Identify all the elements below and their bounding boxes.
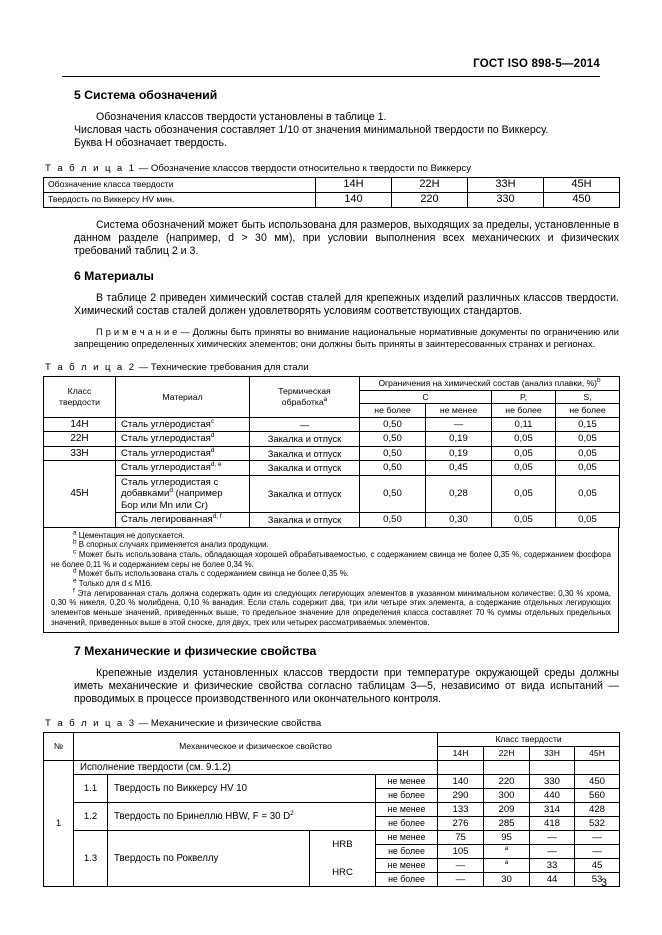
t3-r13-hrc-min-22h xyxy=(484,859,530,873)
t3-r13-scale-hrc: HRC xyxy=(310,859,376,887)
t2-r0-c-max: 0,50 xyxy=(360,417,426,432)
t3-r13-hrc-min-45h: 45 xyxy=(575,859,620,873)
t2-r0-material-sup: c xyxy=(210,417,215,425)
t2-head-chem-sup: b xyxy=(597,377,601,385)
table-2-caption xyxy=(43,362,619,373)
t3-r13-hrb-max-14h: 105 xyxy=(438,845,484,859)
table-3-caption-text: — Механические и физические свойства xyxy=(138,718,322,730)
t2-r5-p-max: 0,05 xyxy=(492,513,556,528)
t2-head-elem-p: P, xyxy=(492,390,556,404)
t2-r3-heat: Закалка и отпуск xyxy=(250,461,360,476)
footnote-b-text: В спорных случаях применяется анализ продукции. xyxy=(78,540,269,550)
t2-r1-heat: Закалка и отпуск xyxy=(250,432,360,447)
footnote-f-mark: f xyxy=(73,587,75,595)
t3-r13-hrc-limit-max: не более xyxy=(376,873,438,887)
footnote-e xyxy=(51,579,611,589)
t3-r13-hrb-max-33h: — xyxy=(530,845,575,859)
t3-group-blank-33h xyxy=(530,761,575,775)
section-7-heading: 7 Механические и физические свойства xyxy=(74,643,317,658)
t2-r0-s-max: 0,15 xyxy=(556,417,620,432)
t3-head-class-group: Класс твердости xyxy=(438,733,620,747)
t2-r0-heat: — xyxy=(250,417,360,432)
t2-r2-c-max: 0,50 xyxy=(360,446,426,461)
t2-r4-material-sup: d xyxy=(169,486,173,494)
table-3 xyxy=(43,732,620,887)
t2-head-class-l1: Класс xyxy=(67,386,92,397)
t2-r3-s-max: 0,05 xyxy=(556,461,620,476)
table-row xyxy=(44,177,620,192)
table-row xyxy=(44,803,620,817)
t3-head-property: Механическое и физическое свойство xyxy=(74,733,438,761)
t2-r5-material-text: Сталь легированная xyxy=(121,514,213,526)
t3-r11-min-33h: 330 xyxy=(530,775,575,789)
t3-r11-min-45h: 450 xyxy=(575,775,620,789)
t2-r4-p-max: 0,05 xyxy=(492,475,556,513)
t3-group-blank-14h xyxy=(438,761,484,775)
t3-r12-property xyxy=(108,803,376,831)
t2-r1-c-min: 0,19 xyxy=(426,432,492,447)
t2-head-heat xyxy=(250,377,360,418)
t1-r1-c1: 220 xyxy=(392,192,468,207)
t2-head-p-max: не более xyxy=(492,404,556,418)
table-row xyxy=(44,775,620,789)
t3-r12-limit-min: не менее xyxy=(376,803,438,817)
table-1-caption xyxy=(43,163,619,174)
t2-r4-c-max: 0,50 xyxy=(360,475,426,513)
t2-r2-material xyxy=(116,446,250,461)
footnote-a-mark: a xyxy=(73,528,77,536)
t3-r11-index: 1.1 xyxy=(74,775,108,803)
t3-group-blank-22h xyxy=(484,761,530,775)
t2-r1-material xyxy=(116,432,250,447)
t2-r3-class: 45H xyxy=(44,461,116,528)
t3-r11-limit-max: не более xyxy=(376,789,438,803)
t1-r0-c2: 33H xyxy=(468,177,544,192)
t2-r0-class: 14H xyxy=(44,417,116,432)
t2-head-heat-l1: Термическая xyxy=(278,386,331,397)
t3-r11-property: Твердость по Виккерсу HV 10 xyxy=(108,775,376,803)
t2-head-c-max: не более xyxy=(360,404,426,418)
t2-r0-p-max: 0,11 xyxy=(492,417,556,432)
t2-r5-c-min: 0,30 xyxy=(426,513,492,528)
t2-r1-material-text: Сталь углеродистая xyxy=(121,433,211,445)
t3-r13-hrc-max-45h: 53 xyxy=(575,873,620,887)
section-7-paragraph-1: Крепежные изделия установленных классов твердости при температуре окружающей среды должны иметь механические и физические свойства согласно таблицам 3—5, независимо от вида испытаний — проводимых в процессе производственного или окончательного контроля. xyxy=(74,666,619,705)
table-row xyxy=(44,831,620,845)
t3-r12-min-45h: 428 xyxy=(575,803,620,817)
table-row xyxy=(44,446,620,461)
table-row xyxy=(44,761,620,775)
t3-r13-hrb-min-45h: — xyxy=(575,831,620,845)
table-row xyxy=(44,192,620,207)
t1-r0-c0: 14H xyxy=(316,177,392,192)
note-label: П р и м е ч а н и е xyxy=(96,326,178,337)
t3-r11-max-22h: 300 xyxy=(484,789,530,803)
t2-r0-c-min: — xyxy=(426,417,492,432)
t3-group-title: Исполнение твердости (см. 9.1.2) xyxy=(74,761,438,775)
t3-r11-max-33h: 440 xyxy=(530,789,575,803)
t1-r1-c3: 450 xyxy=(544,192,620,207)
t1-r1-c0: 140 xyxy=(316,192,392,207)
t2-r4-material-l1: Сталь углеродистая с xyxy=(121,476,219,488)
t1-r1-c2: 330 xyxy=(468,192,544,207)
t2-r3-p-max: 0,05 xyxy=(492,461,556,476)
t3-r13-hrb-limit-max: не более xyxy=(376,845,438,859)
t2-head-chem-group xyxy=(360,377,620,391)
t3-r11-max-45h: 560 xyxy=(575,789,620,803)
t3-r13-index: 1.3 xyxy=(74,831,108,887)
t3-r12-index: 1.2 xyxy=(74,803,108,831)
t3-r13-hrc-limit-min: не менее xyxy=(376,859,438,873)
footnote-c-text: Может быть использована сталь, обладающая хорошей обрабатываемостью, с содержанием свинца не более 0,35 %, содержанием фосфора не более 0,11 % и содержанием серы не более 0,34 %. xyxy=(51,549,611,569)
t2-r5-material-sup: d, f xyxy=(212,512,222,520)
t3-r11-limit-min: не менее xyxy=(376,775,438,789)
t1-r0-label: Обозначение класса твердости xyxy=(44,177,316,192)
table-2-caption-label: Т а б л и ц а 2 xyxy=(45,362,136,374)
table-row xyxy=(44,513,620,528)
t2-r4-material xyxy=(116,475,250,513)
footnote-a xyxy=(51,528,611,541)
t3-r11-min-14h: 140 xyxy=(438,775,484,789)
footnote-f xyxy=(51,589,611,628)
t2-r1-c-max: 0,50 xyxy=(360,432,426,447)
t3-group-index: 1 xyxy=(44,761,74,887)
footnote-e-text: Только для d ≤ M16. xyxy=(78,579,153,589)
t2-r3-material-text: Сталь углеродистая xyxy=(121,462,211,474)
footnote-e-mark: e xyxy=(73,577,77,585)
t2-r1-class: 22H xyxy=(44,432,116,447)
footnote-b-mark: b xyxy=(73,538,77,546)
table-2-footnotes xyxy=(43,528,619,633)
table-3-caption xyxy=(43,718,619,729)
t2-r4-material-l3: Бор или Mn или Cr) xyxy=(121,499,208,511)
t2-head-chem-label: Ограничения на химический состав (анализ плавки, %) xyxy=(378,378,598,389)
footnote-d xyxy=(51,569,611,579)
t2-r1-material-sup: d xyxy=(210,431,215,439)
table-3-caption-label: Т а б л и ц а 3 xyxy=(45,718,136,730)
table-1 xyxy=(43,177,620,208)
t3-r12-min-14h: 133 xyxy=(438,803,484,817)
t3-r12-max-45h: 532 xyxy=(575,817,620,831)
section-5-heading: 5 Система обозначений xyxy=(74,88,218,102)
document-header: ГОСТ ISO 898-5—2014 xyxy=(473,58,600,70)
t2-r2-heat: Закалка и отпуск xyxy=(250,446,360,461)
footnote-c xyxy=(51,550,611,569)
t2-r1-p-max: 0,05 xyxy=(492,432,556,447)
footnote-a-text: Цементация не допускается. xyxy=(78,530,185,540)
t3-r13-hrb-max-22h xyxy=(484,845,530,859)
t2-r4-c-min: 0,28 xyxy=(426,475,492,513)
t3-r13-hrb-min-33h: — xyxy=(530,831,575,845)
t3-r12-min-22h: 209 xyxy=(484,803,530,817)
t1-r1-label: Твердость по Виккерсу HV мин. xyxy=(44,192,316,207)
t2-head-class xyxy=(44,377,116,418)
footnote-d-text: Может быть использована сталь с содержанием свинца не более 0,35 %. xyxy=(78,569,349,579)
t2-head-class-l2: твердости xyxy=(58,396,101,407)
table-2-header-row-1 xyxy=(44,377,620,391)
t3-r11-min-22h: 220 xyxy=(484,775,530,789)
t3-r12-property-text: Твердость по Бринеллю HBW, F = 30 D xyxy=(114,811,291,823)
header-rule xyxy=(62,76,600,77)
t3-head-class-45h: 45H xyxy=(575,747,620,761)
section-5-paragraph-4: Система обозначений может быть использована для размеров, выходящих за пределы, установленные в данном разделе (например, d > 30 мм), при условии выполнения всех механических и физических требований таблиц 2 и 3. xyxy=(74,218,619,258)
t2-r2-s-max: 0,05 xyxy=(556,446,620,461)
footnote-d-mark: d xyxy=(73,567,77,575)
t2-r3-c-max: 0,50 xyxy=(360,461,426,476)
t2-r3-material-sup: d, e xyxy=(210,460,222,468)
section-6-heading: 6 Материалы xyxy=(74,269,154,284)
t2-head-elem-s: S, xyxy=(556,390,620,404)
t3-r13-hrc-min-33h: 33 xyxy=(530,859,575,873)
t1-r0-c1: 22H xyxy=(392,177,468,192)
t3-head-no: № xyxy=(44,733,74,761)
section-5-paragraph-1: Обозначения классов твердости установлены в таблице 1. xyxy=(96,111,387,123)
t3-r13-hrb-max-45h: — xyxy=(575,845,620,859)
t2-r3-material xyxy=(116,461,250,476)
t2-head-material: Материал xyxy=(116,377,250,418)
section-5-paragraph-3: Буква H обозначает твердость. xyxy=(74,137,228,150)
t2-head-c-min: не менее xyxy=(426,404,492,418)
table-1-caption-label: Т а б л и ц а 1 xyxy=(45,162,136,174)
t3-r13-hrc-min-22h-sup: a xyxy=(504,858,509,866)
t3-r13-property: Твердость по Роквеллу xyxy=(108,831,310,887)
t2-r0-material-text: Сталь углеродистая xyxy=(121,418,211,430)
section-5-paragraph-2: Числовая часть обозначения составляет 1/10 от значения минимальной твердости по Виккерсу. xyxy=(74,124,549,137)
t2-head-elem-c: C xyxy=(360,390,492,404)
t2-r5-heat: Закалка и отпуск xyxy=(250,513,360,528)
t3-r12-max-14h: 276 xyxy=(438,817,484,831)
t2-r4-material-l2: добавками xyxy=(121,488,170,500)
t3-r13-hrc-max-22h: 30 xyxy=(484,873,530,887)
table-row xyxy=(44,461,620,476)
t1-r0-c3: 45H xyxy=(544,177,620,192)
table-2-caption-text: — Технические требования для стали xyxy=(138,362,309,374)
t3-r12-limit-max: не более xyxy=(376,817,438,831)
t2-head-s-max: не более xyxy=(556,404,620,418)
t2-r5-s-max: 0,05 xyxy=(556,513,620,528)
t3-r13-hrc-min-14h: — xyxy=(438,859,484,873)
footnote-c-mark: c xyxy=(73,548,77,556)
t3-r12-max-33h: 418 xyxy=(530,817,575,831)
table-2 xyxy=(43,376,620,528)
table-1-caption-text: — Обозначение классов твердости относительно к твердости по Виккерсу xyxy=(138,162,472,174)
t3-r13-hrb-max-22h-sup: a xyxy=(504,844,509,852)
t3-r13-hrc-max-33h: 44 xyxy=(530,873,575,887)
t2-r1-s-max: 0,05 xyxy=(556,432,620,447)
table-row xyxy=(44,417,620,432)
t3-group-blank-45h xyxy=(575,761,620,775)
table-row xyxy=(44,475,620,513)
t2-r4-s-max: 0,05 xyxy=(556,475,620,513)
table-3-header-row-1 xyxy=(44,733,620,747)
t3-r13-hrb-min-22h: 95 xyxy=(484,831,530,845)
footnote-f-text: Эта легированная сталь должна содержать один из следующих легирующих элементов в указанном минимальном количестве: 0,30 % хрома, 0,30 % никеля, 0,20 % молибдена, 0,10 % ванадия. Если сталь содержит два, три или четыре этих элемента, а содержание отдельных легирующих элементов меньше значений, приведенных выше, то предельное значение для определения класса составляет 70 % суммы отдельных предельных значений, приведенных выше в этой сноске, для двух, трех или четырех рассматриваемых элементов. xyxy=(51,588,611,627)
t3-head-class-14h: 14H xyxy=(438,747,484,761)
t2-r4-heat: Закалка и отпуск xyxy=(250,475,360,513)
note-text: — Должны быть приняты во внимание национальные нормативные документы по ограничению или запрещению определенных химических элементов; они должны быть приняты в заинтересованных странах и регионах. xyxy=(74,326,619,349)
t2-r2-c-min: 0,19 xyxy=(426,446,492,461)
t3-r13-scale-hrb: HRB xyxy=(310,831,376,859)
t2-r4-material-l2b: (например xyxy=(172,488,223,500)
page-number: 3 xyxy=(600,877,607,889)
t2-r3-c-min: 0,45 xyxy=(426,461,492,476)
t3-r13-hrc-max-14h: — xyxy=(438,873,484,887)
table-row xyxy=(44,432,620,447)
footnote-b xyxy=(51,540,611,550)
t3-head-class-33h: 33H xyxy=(530,747,575,761)
t2-head-heat-sup: a xyxy=(323,395,328,403)
t2-head-heat-l2: обработка xyxy=(281,396,324,407)
t3-r13-hrb-limit-min: не менее xyxy=(376,831,438,845)
t3-r11-max-14h: 290 xyxy=(438,789,484,803)
t3-head-class-22h: 22H xyxy=(484,747,530,761)
section-6-note xyxy=(43,326,619,350)
t3-r12-min-33h: 314 xyxy=(530,803,575,817)
t2-r2-material-sup: d xyxy=(210,446,215,454)
t3-r12-property-sup: 2 xyxy=(290,809,294,817)
t2-r2-material-text: Сталь углеродистая xyxy=(121,447,211,459)
t2-r2-class: 33H xyxy=(44,446,116,461)
t2-r5-material xyxy=(116,513,250,528)
t2-r2-p-max: 0,05 xyxy=(492,446,556,461)
t2-r0-material xyxy=(116,417,250,432)
t2-r5-c-max: 0,50 xyxy=(360,513,426,528)
t3-r12-max-22h: 285 xyxy=(484,817,530,831)
t3-r13-hrb-min-14h: 75 xyxy=(438,831,484,845)
section-6-paragraph-1: В таблице 2 приведен химический состав сталей для крепежных изделий различных классов твердости. Химический состав сталей должен удовлетворять условиям соответствующих стандартов. xyxy=(74,292,619,318)
page-content xyxy=(43,88,619,887)
